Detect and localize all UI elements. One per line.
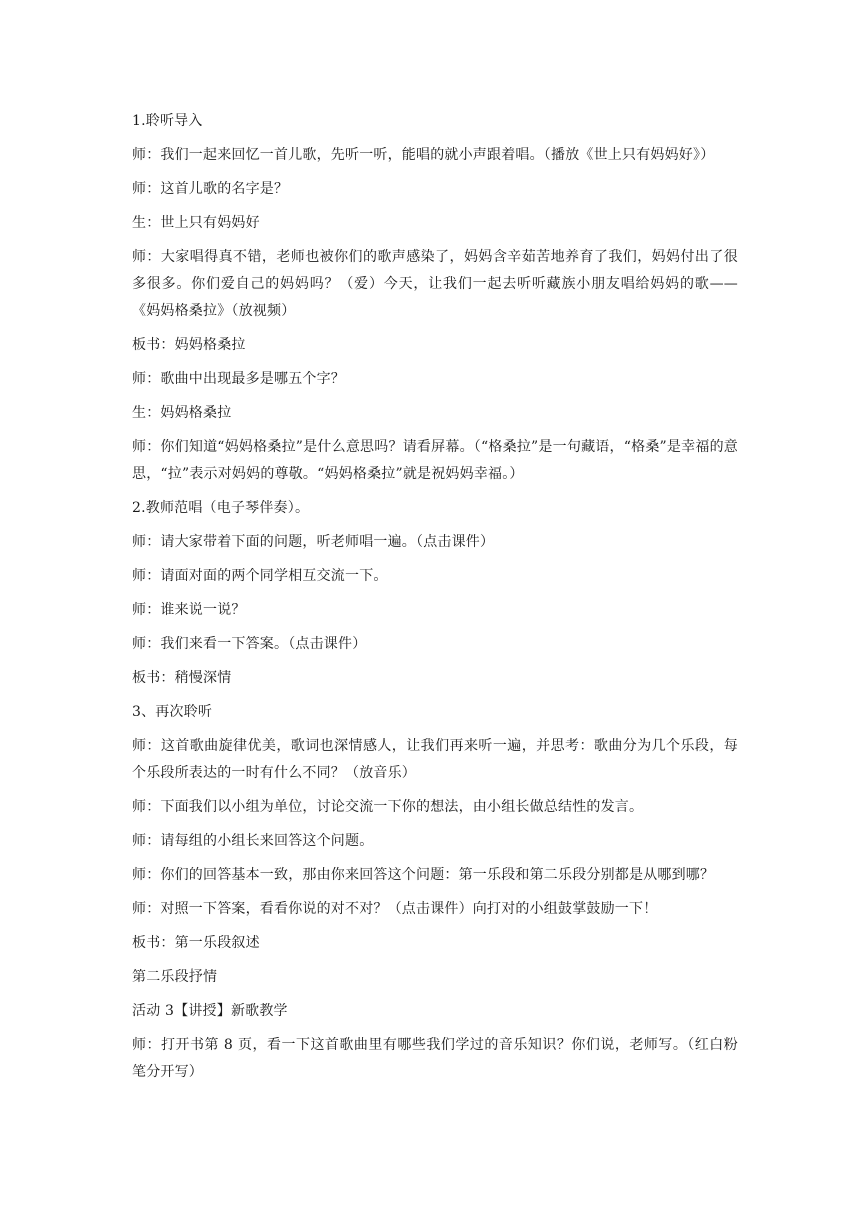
section-heading-teacher-demo: 2.教师范唱（电子琴伴奏）。 (132, 500, 310, 516)
teacher-line: 师：大家唱得真不错，老师也被你们的歌声感染了，妈妈含辛茹苦地养育了我们，妈妈付出了很多很多。你们爱自己的妈妈吗？（爱）今天，让我们一起去听听藏族小朋友唱给妈妈的歌——《妈妈格桑拉》（放视频） (132, 249, 738, 319)
teacher-line: 师：对照一下答案，看看你说的对不对？（点击课件）向打对的小组鼓掌鼓励一下！ (132, 901, 658, 917)
teacher-line: 师：打开书第 8 页，看一下这首歌曲里有哪些我们学过的音乐知识？你们说，老师写。（红白粉笔分开写） (132, 1037, 738, 1080)
teacher-line: 师：我们一起来回忆一首儿歌，先听一听，能唱的就小声跟着唱。（播放《世上只有妈妈好》） (132, 147, 715, 163)
blackboard-note: 第二乐段抒情 (132, 969, 218, 985)
teacher-line: 师：请面对面的两个同学相互交流一下。 (132, 568, 388, 584)
blackboard-note: 板书：稍慢深情 (132, 670, 232, 686)
section-heading-listening-intro: 1.聆听导入 (132, 113, 203, 129)
teacher-line: 师：这首歌曲旋律优美，歌词也深情感人，让我们再来听一遍，并思考：歌曲分为几个乐段，每个乐段所表达的一时有什么不同？（放音乐） (132, 738, 738, 781)
section-heading-listen-again: 3、再次聆听 (132, 704, 213, 720)
teacher-line: 师：我们来看一下答案。（点击课件） (132, 636, 367, 652)
teacher-line: 师：谁来说一说？ (132, 602, 246, 618)
teacher-line: 师：这首儿歌的名字是？ (132, 181, 289, 197)
teacher-line: 师：你们的回答基本一致，那由你来回答这个问题：第一乐段和第二乐段分别都是从哪到哪？ (132, 867, 715, 883)
teacher-line: 师：你们知道“妈妈格桑拉”是什么意思吗？请看屏幕。（“格桑拉”是一句藏语，“格桑”是幸福的意思，“拉”表示对妈妈的尊敬。“妈妈格桑拉”就是祝妈妈幸福。） (132, 439, 738, 482)
blackboard-note: 板书：第一乐段叙述 (132, 935, 260, 951)
teacher-line: 师：请大家带着下面的问题，听老师唱一遍。（点击课件） (132, 534, 495, 550)
teacher-line: 师：歌曲中出现最多是哪五个字？ (132, 371, 345, 387)
activity-heading: 活动 3【讲授】新歌教学 (132, 1003, 288, 1019)
teacher-line: 师：请每组的小组长来回答这个问题。 (132, 833, 374, 849)
student-line: 生：妈妈格桑拉 (132, 405, 232, 421)
student-line: 生：世上只有妈妈好 (132, 215, 260, 231)
document-body (132, 108, 738, 1093)
blackboard-note: 板书：妈妈格桑拉 (132, 337, 246, 353)
teacher-line: 师：下面我们以小组为单位，讨论交流一下你的想法，由小组长做总结性的发言。 (132, 799, 644, 815)
